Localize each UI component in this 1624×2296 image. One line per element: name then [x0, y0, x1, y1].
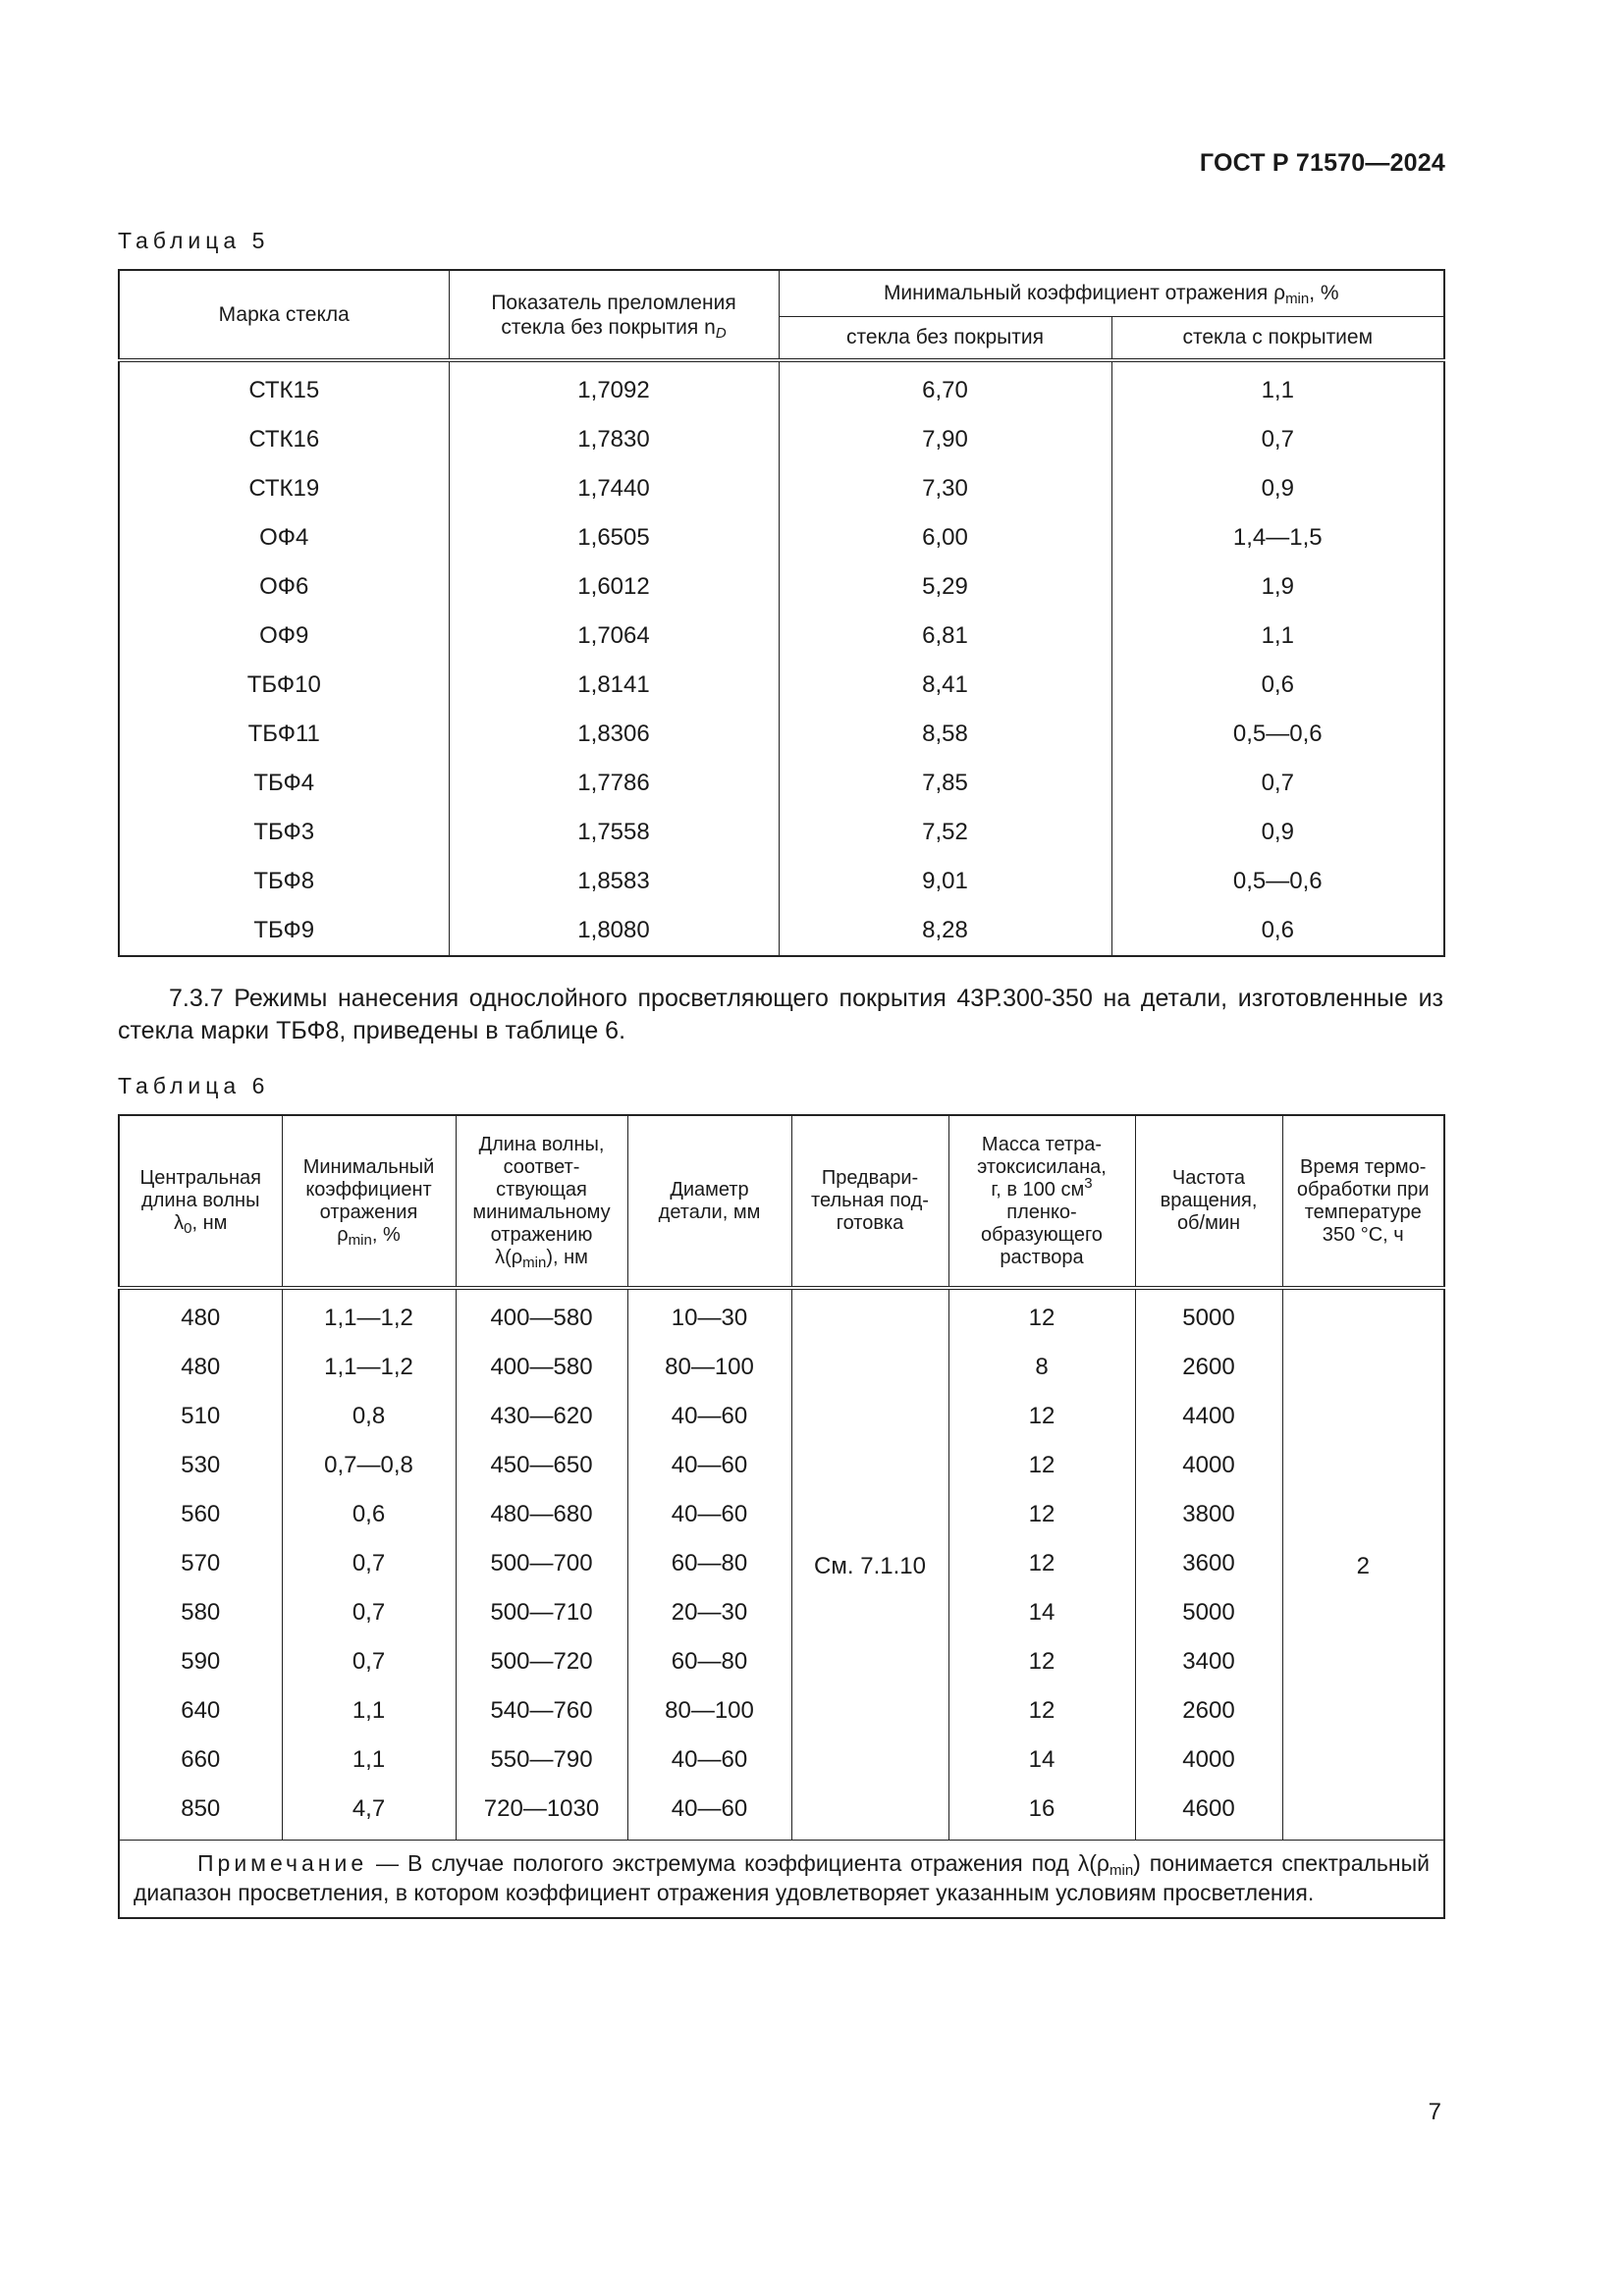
t6-cell-diameter: 40—60	[627, 1735, 791, 1785]
t6-cell-lambda0: 560	[119, 1490, 282, 1539]
t5-cell-grade: ТБФ11	[119, 710, 449, 759]
t6-cell-diameter: 40—60	[627, 1392, 791, 1441]
standard-code: ГОСТ Р 71570—2024	[1199, 149, 1445, 177]
table6-row	[119, 1637, 1444, 1686]
t6-header-rotation: Частота вращения, об/мин	[1135, 1115, 1282, 1288]
t6-cell-mass: 16	[948, 1785, 1135, 1841]
t6-header-preparation: Предвари- тельная под- готовка	[791, 1115, 948, 1288]
table5-row	[119, 513, 1444, 562]
t5-cell-nd: 1,7064	[449, 612, 779, 661]
t5-cell-coated: 1,1	[1111, 360, 1444, 415]
table5	[118, 269, 1445, 957]
t6-cell-range: 540—760	[456, 1686, 627, 1735]
t5-cell-nd: 1,6012	[449, 562, 779, 612]
t6-cell-mass: 12	[948, 1686, 1135, 1735]
t6-cell-lambda0: 660	[119, 1735, 282, 1785]
t5-cell-nd: 1,7786	[449, 759, 779, 808]
table6-row	[119, 1343, 1444, 1392]
t6-header-mass: Масса тетра- этоксисилана, г, в 100 $см^3$ пленко- образующего раствора	[948, 1115, 1135, 1288]
t6-cell-mass: 12	[948, 1441, 1135, 1490]
t6-cell-rho-min: 4,7	[282, 1785, 456, 1841]
t6-cell-rho-min: 0,7—0,8	[282, 1441, 456, 1490]
t5-cell-nd: 1,8306	[449, 710, 779, 759]
t6-cell-preparation-merged: См. 7.1.10	[791, 1288, 948, 1841]
t5-cell-uncoated: 7,85	[779, 759, 1111, 808]
t6-cell-rho-min: 0,7	[282, 1588, 456, 1637]
t5-cell-uncoated: 8,41	[779, 661, 1111, 710]
t6-cell-rpm: 5000	[1135, 1588, 1282, 1637]
t6-cell-diameter: 40—60	[627, 1785, 791, 1841]
t6-cell-lambda0: 570	[119, 1539, 282, 1588]
t5-cell-nd: 1,8080	[449, 906, 779, 956]
t5-cell-nd: 1,8141	[449, 661, 779, 710]
t6-cell-rho-min: 0,7	[282, 1637, 456, 1686]
t6-cell-rho-min: 1,1—1,2	[282, 1288, 456, 1343]
table5-row	[119, 857, 1444, 906]
t6-cell-range: 400—580	[456, 1343, 627, 1392]
t6-cell-heat-time-merged: 2	[1282, 1288, 1444, 1841]
t5-cell-nd: 1,7830	[449, 415, 779, 464]
t5-cell-grade: ТБФ10	[119, 661, 449, 710]
t5-cell-nd: 1,7440	[449, 464, 779, 513]
t5-cell-coated: 1,1	[1111, 612, 1444, 661]
t6-header-diameter: Диаметр детали, мм	[627, 1115, 791, 1288]
t6-cell-range: 550—790	[456, 1735, 627, 1785]
t6-cell-rho-min: 1,1	[282, 1735, 456, 1785]
t6-cell-mass: 8	[948, 1343, 1135, 1392]
t6-cell-diameter: 40—60	[627, 1490, 791, 1539]
t5-cell-coated: 1,9	[1111, 562, 1444, 612]
table5-row	[119, 415, 1444, 464]
t6-cell-rpm: 3600	[1135, 1539, 1282, 1588]
page-number: 7	[1428, 2099, 1441, 2125]
t5-cell-grade: ОФ6	[119, 562, 449, 612]
t5-cell-uncoated: 7,30	[779, 464, 1111, 513]
t5-header-coated: стекла с покрытием	[1111, 316, 1444, 360]
table6-row	[119, 1441, 1444, 1490]
t6-cell-lambda0: 590	[119, 1637, 282, 1686]
table6-row	[119, 1288, 1444, 1343]
t6-cell-rpm: 2600	[1135, 1686, 1282, 1735]
t5-cell-grade: ТБФ3	[119, 808, 449, 857]
t6-cell-lambda0: 530	[119, 1441, 282, 1490]
t5-cell-coated: 0,6	[1111, 661, 1444, 710]
t6-note: Примечание — В случае пологого экстремума коэффициента отражения под $\lambda(\rho_{min})$ понимается спектральный диапазон просветления, в котором коэффициент отражения удовлетворяет указанным условиям просветления.	[119, 1841, 1444, 1919]
t6-header-min-coefficient: Минимальный коэффициент отражения $\rho_{min}$, %	[282, 1115, 456, 1288]
t6-cell-mass: 12	[948, 1392, 1135, 1441]
t5-header-min-reflection: Минимальный коэффициент отражения $\rho_{min}$, %	[779, 270, 1444, 316]
t5-cell-grade: ОФ4	[119, 513, 449, 562]
t6-cell-diameter: 60—80	[627, 1539, 791, 1588]
t5-cell-nd: 1,8583	[449, 857, 779, 906]
t5-cell-nd: 1,7092	[449, 360, 779, 415]
t6-cell-diameter: 20—30	[627, 1588, 791, 1637]
t6-cell-rho-min: 0,6	[282, 1490, 456, 1539]
table5-row	[119, 808, 1444, 857]
t6-header-heat-time: Время термо- обработки при температуре 350 °С, ч	[1282, 1115, 1444, 1288]
t6-cell-mass: 12	[948, 1490, 1135, 1539]
table6-row	[119, 1490, 1444, 1539]
t6-cell-diameter: 10—30	[627, 1288, 791, 1343]
t6-cell-rpm: 4600	[1135, 1785, 1282, 1841]
t5-header-uncoated: стекла без покрытия	[779, 316, 1111, 360]
t6-cell-range: 450—650	[456, 1441, 627, 1490]
t5-cell-uncoated: 6,81	[779, 612, 1111, 661]
table6-row	[119, 1686, 1444, 1735]
t5-cell-grade: СТК19	[119, 464, 449, 513]
t6-cell-rpm: 3400	[1135, 1637, 1282, 1686]
table5-row	[119, 612, 1444, 661]
t6-cell-mass: 12	[948, 1288, 1135, 1343]
t6-cell-lambda0: 640	[119, 1686, 282, 1735]
t6-cell-range: 500—710	[456, 1588, 627, 1637]
t6-cell-mass: 12	[948, 1539, 1135, 1588]
t6-cell-range: 400—580	[456, 1288, 627, 1343]
t6-cell-diameter: 80—100	[627, 1343, 791, 1392]
t5-cell-coated: 0,7	[1111, 759, 1444, 808]
t6-cell-range: 500—700	[456, 1539, 627, 1588]
t5-cell-uncoated: 7,52	[779, 808, 1111, 857]
t6-cell-rpm: 3800	[1135, 1490, 1282, 1539]
t6-cell-rpm: 2600	[1135, 1343, 1282, 1392]
t5-cell-uncoated: 6,70	[779, 360, 1111, 415]
t6-cell-rho-min: 0,8	[282, 1392, 456, 1441]
t6-cell-rpm: 4000	[1135, 1441, 1282, 1490]
t6-cell-lambda0: 480	[119, 1343, 282, 1392]
t6-cell-diameter: 40—60	[627, 1441, 791, 1490]
t6-cell-range: 480—680	[456, 1490, 627, 1539]
t5-cell-coated: 0,9	[1111, 808, 1444, 857]
t5-cell-grade: ОФ9	[119, 612, 449, 661]
t5-cell-coated: 0,7	[1111, 415, 1444, 464]
t5-cell-grade: СТК15	[119, 360, 449, 415]
t6-cell-range: 720—1030	[456, 1785, 627, 1841]
t5-header-glass-grade: Марка стекла	[119, 270, 449, 360]
table5-caption: Таблица 5	[118, 228, 270, 253]
section-7-3-7-paragraph: 7.3.7 Режимы нанесения однослойного просветляющего покрытия 43Р.300-350 на детали, изготовленные из стекла марки ТБФ8, приведены в таблице 6.	[118, 985, 1443, 1044]
t5-cell-uncoated: 8,28	[779, 906, 1111, 956]
table5-row	[119, 661, 1444, 710]
t6-cell-rho-min: 0,7	[282, 1539, 456, 1588]
table6-caption: Таблица 6	[118, 1073, 270, 1098]
t6-cell-range: 500—720	[456, 1637, 627, 1686]
t6-cell-rho-min: 1,1—1,2	[282, 1343, 456, 1392]
t6-cell-mass: 14	[948, 1588, 1135, 1637]
table5-row	[119, 710, 1444, 759]
t5-cell-grade: ТБФ8	[119, 857, 449, 906]
t6-cell-rho-min: 1,1	[282, 1686, 456, 1735]
t6-cell-diameter: 60—80	[627, 1637, 791, 1686]
table6	[118, 1114, 1445, 1919]
t5-cell-grade: ТБФ4	[119, 759, 449, 808]
t5-cell-coated: 0,6	[1111, 906, 1444, 956]
t6-cell-lambda0: 850	[119, 1785, 282, 1841]
table5-row	[119, 464, 1444, 513]
t5-cell-uncoated: 9,01	[779, 857, 1111, 906]
t5-cell-coated: 0,5—0,6	[1111, 710, 1444, 759]
t6-cell-mass: 14	[948, 1735, 1135, 1785]
t6-header-central-wavelength: Центральная длина волны $\lambda_0$, нм	[119, 1115, 282, 1288]
table6-row	[119, 1392, 1444, 1441]
t5-cell-grade: СТК16	[119, 415, 449, 464]
t5-cell-uncoated: 8,58	[779, 710, 1111, 759]
table5-row	[119, 759, 1444, 808]
table6-row	[119, 1588, 1444, 1637]
t6-cell-rpm: 4000	[1135, 1735, 1282, 1785]
table5-row	[119, 562, 1444, 612]
table6-row	[119, 1539, 1444, 1588]
t6-cell-lambda0: 510	[119, 1392, 282, 1441]
t5-cell-uncoated: 6,00	[779, 513, 1111, 562]
t6-cell-lambda0: 480	[119, 1288, 282, 1343]
t6-cell-range: 430—620	[456, 1392, 627, 1441]
t5-cell-uncoated: 5,29	[779, 562, 1111, 612]
t5-cell-coated: 0,5—0,6	[1111, 857, 1444, 906]
t6-header-wavelength-min: Длина волны, соответ- ствующая минимальному отражению $\lambda(\rho_{min})$, нм	[456, 1115, 627, 1288]
t5-cell-coated: 0,9	[1111, 464, 1444, 513]
t6-cell-rpm: 5000	[1135, 1288, 1282, 1343]
t5-header-refractive-index: Показатель преломления стекла без покрытия $n_D$	[449, 270, 779, 360]
table5-row	[119, 360, 1444, 415]
t5-cell-nd: 1,6505	[449, 513, 779, 562]
t5-cell-coated: 1,4—1,5	[1111, 513, 1444, 562]
table5-row	[119, 906, 1444, 956]
t6-cell-lambda0: 580	[119, 1588, 282, 1637]
t5-cell-grade: ТБФ9	[119, 906, 449, 956]
t5-cell-nd: 1,7558	[449, 808, 779, 857]
t6-cell-diameter: 80—100	[627, 1686, 791, 1735]
t5-cell-uncoated: 7,90	[779, 415, 1111, 464]
table6-row	[119, 1735, 1444, 1785]
t6-cell-mass: 12	[948, 1637, 1135, 1686]
table6-row	[119, 1785, 1444, 1841]
t6-cell-rpm: 4400	[1135, 1392, 1282, 1441]
